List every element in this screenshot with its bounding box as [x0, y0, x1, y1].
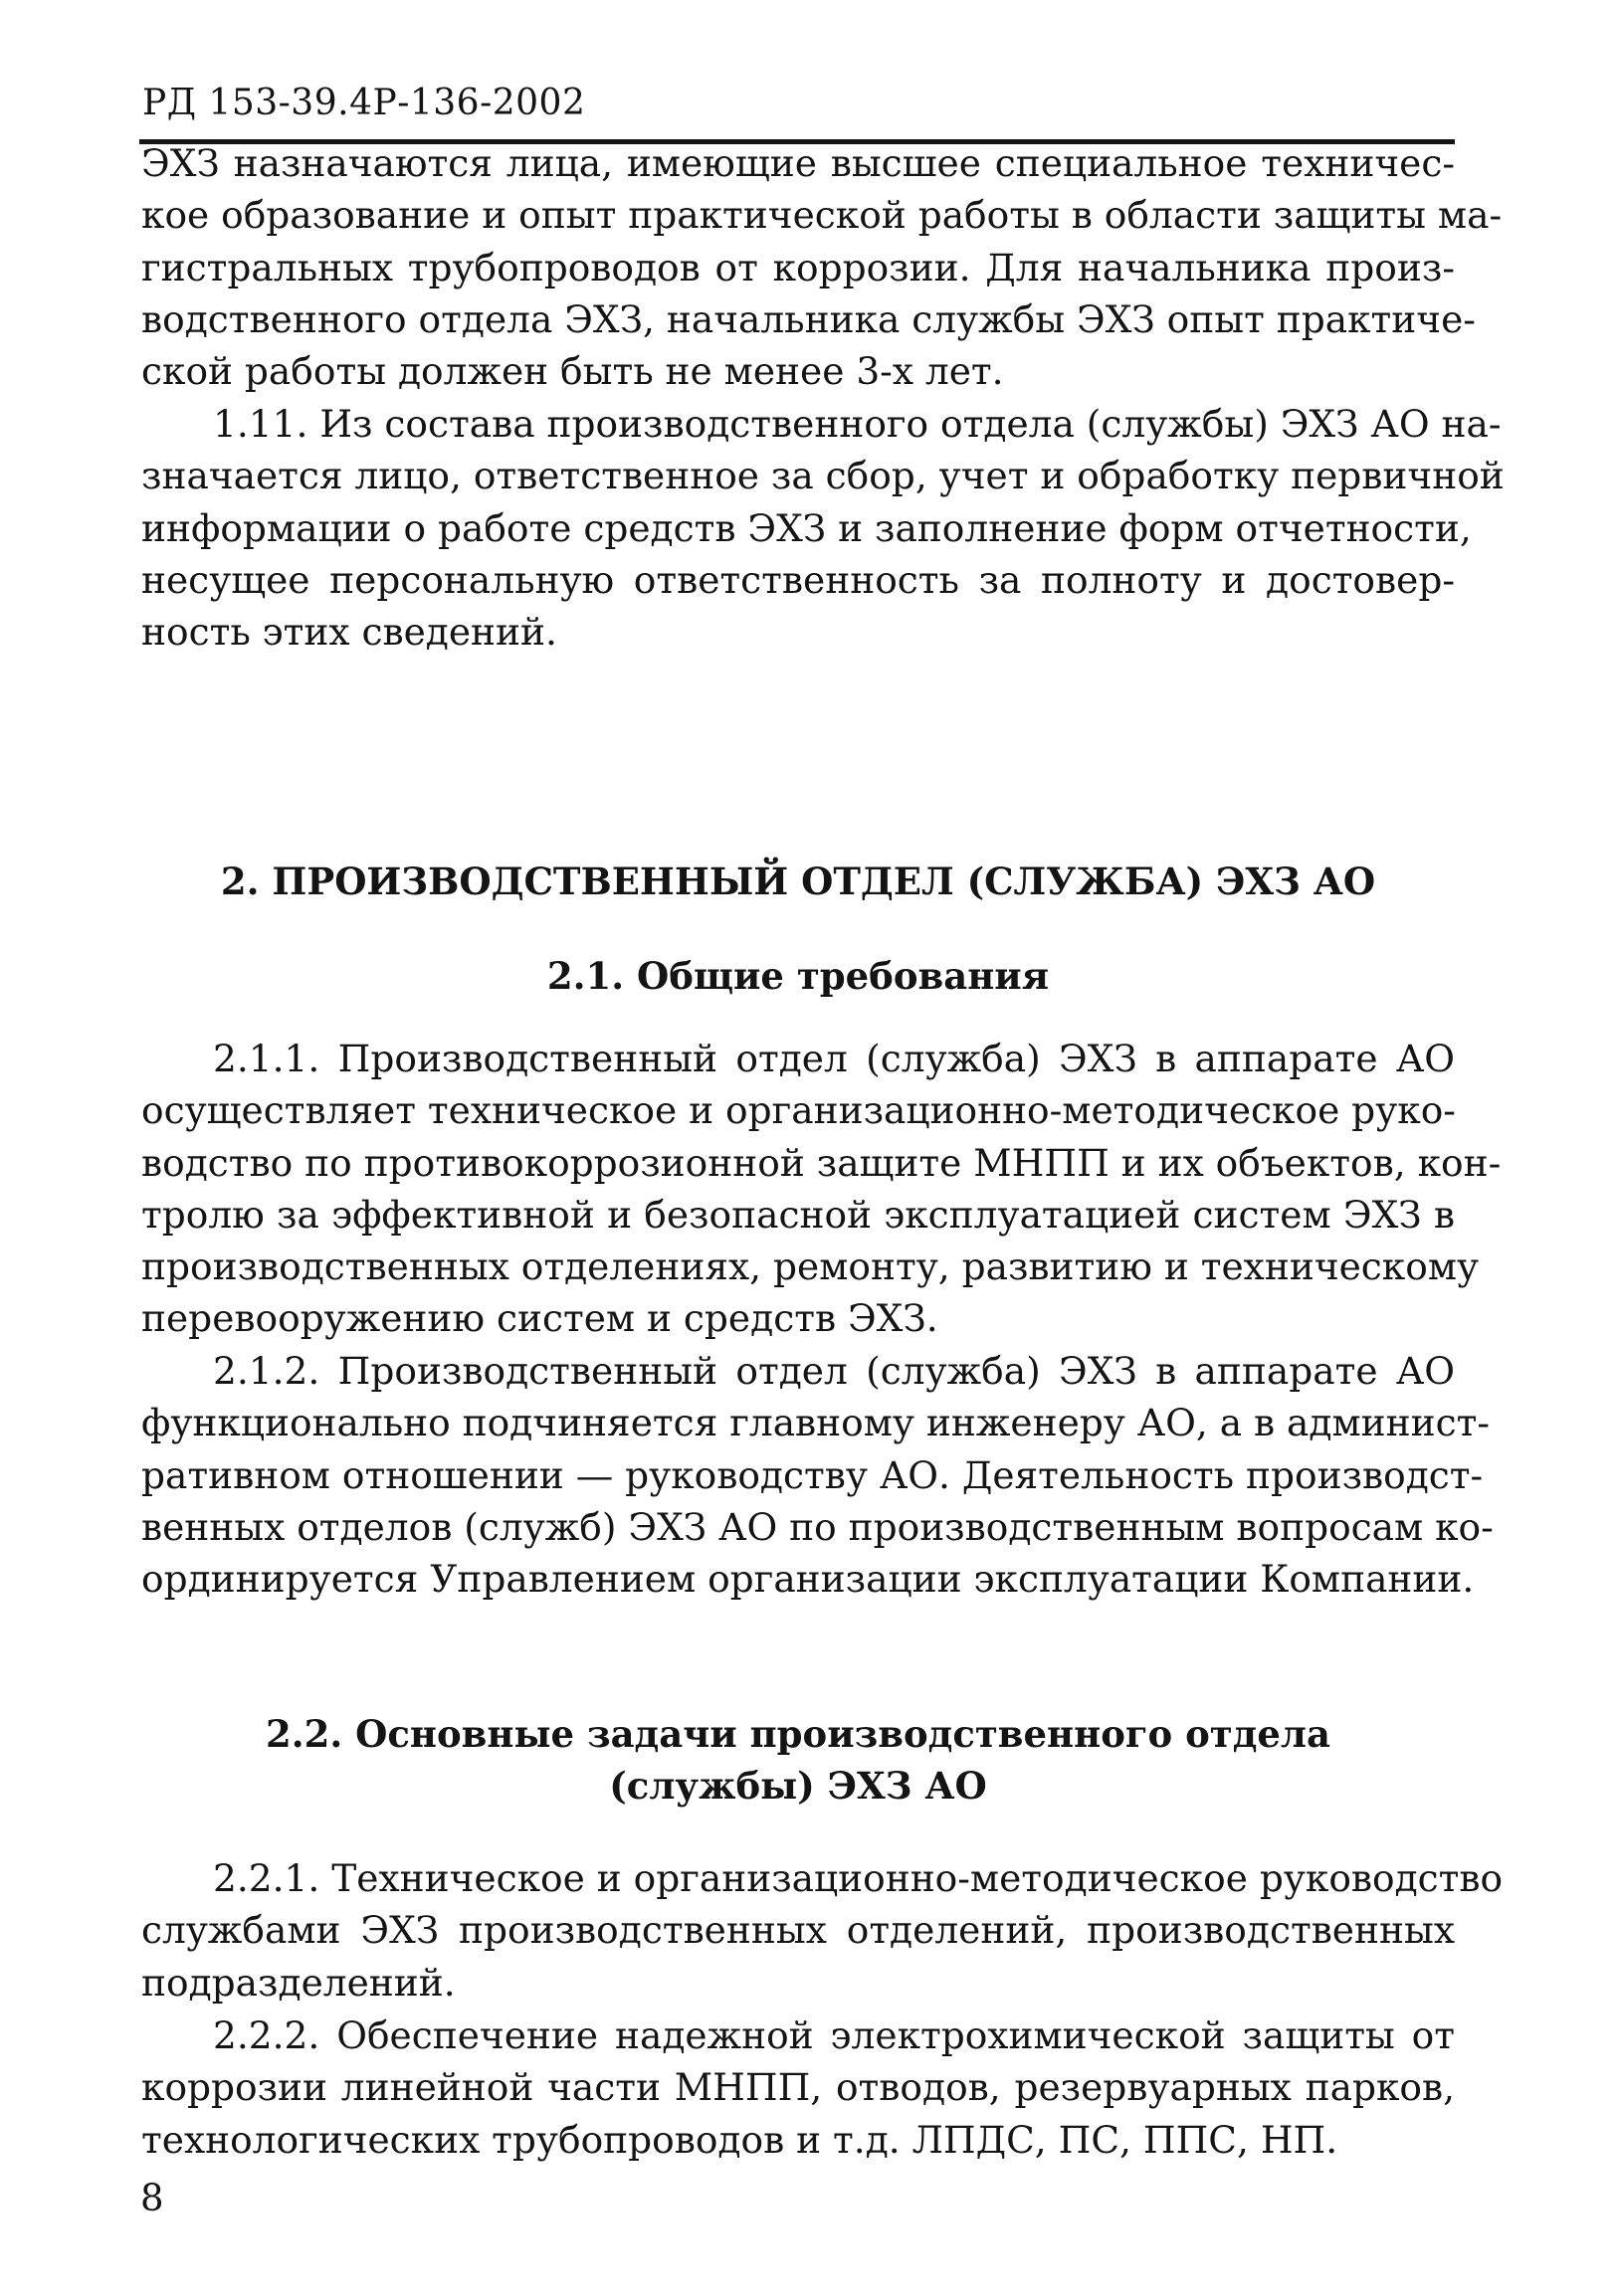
text-line: несущее персональную ответственность за полноту и достовер-: [141, 557, 1455, 602]
running-header: РД 153-39.4Р-136-2002: [142, 83, 586, 123]
text-line: службами ЭХЗ производственных отделений, производственных: [141, 1908, 1455, 1953]
subsection-heading-line: 2.2. Основные задачи производственного отдела: [266, 1712, 1330, 1756]
text-line: 1.11. Из состава производственного отдела (службы) ЭХЗ АО на-: [213, 402, 1502, 446]
text-line: значается лицо, ответственное за сбор, учет и обработку первичной: [141, 454, 1505, 498]
text-line: осуществляет техническое и организационно-методическое руко-: [141, 1088, 1456, 1133]
paragraph-2-2-1: [141, 1852, 1504, 2009]
text-line: коррозии линейной части МНПП, отводов, резервуарных парков,: [141, 2065, 1455, 2110]
text-line: водственного отдела ЭХЗ, начальника службы ЭХЗ опыт практиче-: [141, 296, 1476, 341]
text-line: технологических трубопроводов и т.д. ЛПДС, ПС, ППС, НП.: [141, 2117, 1338, 2162]
text-line: гистральных трубопроводов от коррозии. Для начальника произ-: [141, 245, 1455, 289]
text-line: 2.1.2. Производственный отдел (служба) ЭХЗ в аппарате АО: [213, 1349, 1455, 1393]
paragraph-2-2-2: [141, 2009, 1455, 2166]
text-line: ность этих сведений.: [141, 610, 557, 655]
text-line: производственных отделениях, ремонту, развитию и техническому: [141, 1244, 1480, 1289]
subsection-heading-line: (службы) ЭХЗ АО: [609, 1764, 987, 1808]
paragraph-1-11: [141, 398, 1505, 658]
subsection-heading: [141, 1708, 1455, 1812]
text-line: ративном отношении — руководству АО. Деятельность производст-: [141, 1452, 1484, 1497]
text-line: функционально подчиняется главному инженеру АО, а в админист-: [141, 1401, 1491, 1445]
text-line: ской работы должен быть не менее 3-х лет.: [141, 349, 1004, 394]
section-heading: 2. ПРОИЗВОДСТВЕННЫЙ ОТДЕЛ (СЛУЖБА) ЭХЗ АО: [220, 860, 1376, 903]
text-line: венных отделов (служб) ЭХЗ АО по производственным вопросам ко-: [141, 1504, 1494, 1549]
text-line: тролю за эффективной и безопасной эксплуатацией систем ЭХЗ в: [141, 1192, 1455, 1237]
text-line: ЭХЗ назначаются лица, имеющие высшее специальное техничес-: [141, 141, 1455, 185]
text-line: перевооружению систем и средств ЭХЗ.: [141, 1296, 938, 1341]
intro-paragraph: [141, 137, 1503, 397]
paragraph-2-1-1: [141, 1033, 1502, 1345]
text-line: 2.2.1. Техническое и организационно-методическое руководство: [213, 1856, 1504, 1900]
text-line: 2.2.2. Обеспечение надежной электрохимической защиты от: [213, 2013, 1455, 2057]
text-line: водство по противокоррозионной защите МНПП и их объектов, кон-: [141, 1140, 1502, 1185]
text-line: ординируется Управлением организации эксплуатации Компании.: [141, 1557, 1475, 1602]
text-line: информации о работе средств ЭХЗ и заполнение форм отчетности,: [141, 505, 1472, 550]
text-line: 2.1.1. Производственный отдел (служба) ЭХЗ в аппарате АО: [213, 1037, 1455, 1080]
page-number: 8: [140, 2177, 164, 2219]
subsection-heading: 2.1. Общие требования: [546, 954, 1050, 998]
text-line: кое образование и опыт практической работы в области защиты ма-: [141, 193, 1503, 238]
paragraph-2-1-2: [141, 1345, 1494, 1605]
text-line: подразделений.: [141, 1960, 456, 2005]
